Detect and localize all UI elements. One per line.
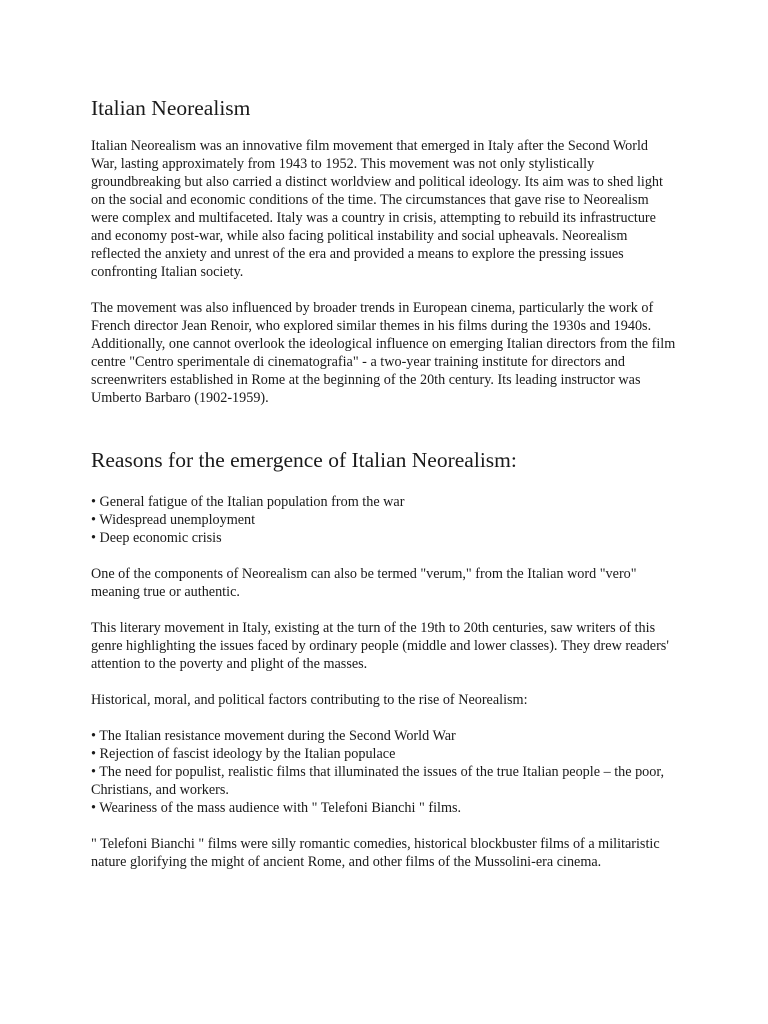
verum-paragraph: One of the components of Neorealism can also be termed "verum," from the Italian word "vero" meaning true or authentic. <box>91 566 637 600</box>
influence-paragraph: The movement was also influenced by broader trends in European cinema, particularly the work of French director Jean Renoir, who explored similar themes in his films during the 1930s and 1940s. Additionally, one cannot overlook the ideological influence on emerging Italian directors from the film centre "Centro sperimentale di cinematografia" - a two-year training institute for directors and screenwriters established in Rome at the beginning of the 20th century. Its leading instructor was Umberto Barbaro (1902-1959). <box>91 300 676 406</box>
factors-list <box>91 727 677 817</box>
list-item: • General fatigue of the Italian population from the war <box>91 494 405 510</box>
list-item: • The Italian resistance movement during the Second World War <box>91 728 456 744</box>
section-heading: Reasons for the emergence of Italian Neorealism: <box>91 448 517 472</box>
list-item: • The need for populist, realistic films that illuminated the issues of the true Italian people – the poor, Christians, and workers. <box>91 764 665 798</box>
document-page <box>91 95 677 889</box>
literary-movement-paragraph: This literary movement in Italy, existing at the turn of the 19th to 20th centuries, saw writers of this genre highlighting the issues faced by ordinary people (middle and lower classes). They drew readers' attention to the poverty and plight of the masses. <box>91 620 669 672</box>
telefoni-bianchi-paragraph: " Telefoni Bianchi " films were silly romantic comedies, historical blockbuster films of a militaristic nature glorifying the might of ancient Rome, and other films of the Mussolini-era cinema. <box>91 836 660 870</box>
list-item: • Weariness of the mass audience with " Telefoni Bianchi " films. <box>91 800 462 816</box>
list-item: • Deep economic crisis <box>91 530 222 546</box>
page-title: Italian Neorealism <box>91 96 251 120</box>
list-item: • Rejection of fascist ideology by the Italian populace <box>91 746 396 762</box>
reasons-list <box>91 493 677 547</box>
list-item: • Widespread unemployment <box>91 512 256 528</box>
intro-paragraph: Italian Neorealism was an innovative film movement that emerged in Italy after the Second World War, lasting approximately from 1943 to 1952. This movement was not only stylistically groundbreaking but also carried a distinct worldview and political ideology. Its aim was to shed light on the social and economic conditions of the time. The circumstances that gave rise to Neorealism were complex and multifaceted. Italy was a country in crisis, attempting to rebuild its infrastructure and economy post-war, while also facing political instability and social upheavals. Neorealism reflected the anxiety and unrest of the era and provided a means to explore the pressing issues confronting Italian society. <box>91 138 663 280</box>
factors-intro-paragraph: Historical, moral, and political factors contributing to the rise of Neorealism: <box>91 692 528 708</box>
